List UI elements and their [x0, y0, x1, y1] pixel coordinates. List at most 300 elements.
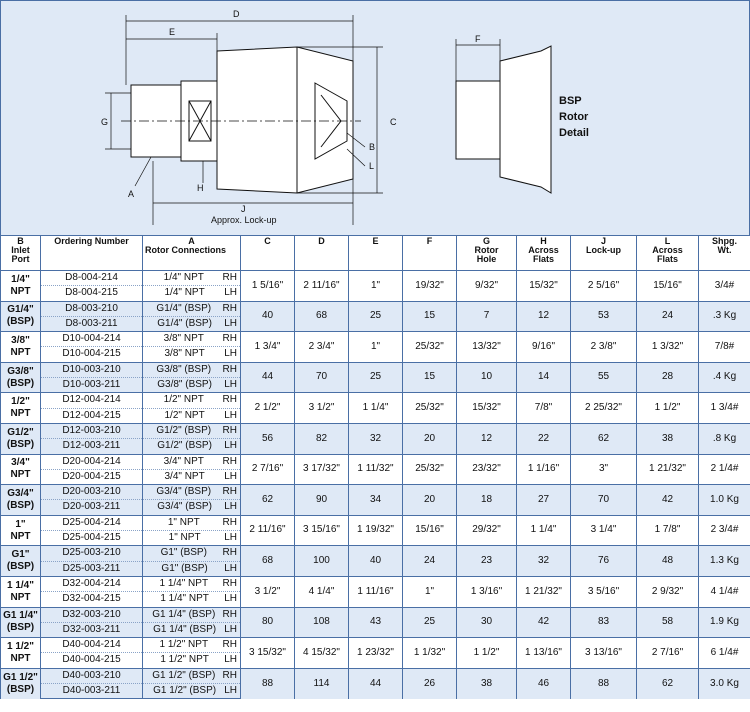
rotor-connection-size: 3/4" NPT — [164, 470, 205, 482]
rotor-connection-size: G1 1/2" (BSP) — [152, 669, 216, 681]
dim-g-label: G — [101, 117, 109, 127]
inlet-port-cell — [1, 546, 41, 577]
dim-wt-cell: 4 1/4# — [699, 576, 750, 607]
dim-l-cell: 42 — [637, 485, 699, 516]
inlet-port-cell — [1, 393, 41, 424]
dim-wt-cell: 2 3/4# — [699, 515, 750, 546]
rotor-hand: RH — [222, 272, 237, 283]
dim-l-cell: 2 9/32" — [637, 576, 699, 607]
dim-j-cell: 3 5/16" — [571, 576, 637, 607]
dim-d-cell: 3 17/32" — [295, 454, 349, 485]
rotor-connection-size: G1/2" (BSP) — [156, 424, 212, 436]
dim-j-cell: 2 5/16" — [571, 271, 637, 302]
inlet-port-line: (BSP) — [6, 499, 35, 511]
column-header-line: Flats — [656, 254, 678, 264]
dim-l-cell: 1 3/32" — [637, 332, 699, 363]
dim-c-cell: 2 11/16" — [241, 515, 295, 546]
rotor-connection-cell — [143, 607, 241, 622]
dim-g-cell: 12 — [457, 423, 517, 454]
rotor-hand: RH — [222, 455, 237, 467]
dim-c-cell: 62 — [241, 485, 295, 516]
inlet-port-cell — [1, 576, 41, 607]
table-row — [1, 454, 750, 469]
dim-d-cell: 90 — [295, 485, 349, 516]
column-header-line: Across — [528, 245, 559, 255]
dim-wt-cell: .4 Kg — [699, 362, 750, 393]
dim-g-cell: 10 — [457, 362, 517, 393]
rotor-hand: LH — [224, 562, 237, 574]
rotor-hand: LH — [224, 409, 237, 421]
ordering-number-cell: D20-004-214 — [41, 454, 143, 469]
ordering-number-cell: D25-003-211 — [41, 561, 143, 576]
dim-f-cell: 20 — [403, 485, 457, 516]
column-header — [295, 236, 349, 271]
rotor-connection-cell — [143, 439, 241, 454]
table-row — [1, 668, 750, 683]
rotor-connection-size: 1/2" NPT — [164, 409, 205, 421]
inlet-port-line: NPT — [10, 285, 31, 297]
inlet-port-cell — [1, 423, 41, 454]
dim-l-cell: 24 — [637, 301, 699, 332]
dim-c-cell: 88 — [241, 668, 295, 699]
dim-f-cell: 25 — [403, 607, 457, 638]
column-header — [699, 236, 750, 271]
inlet-port-cell — [1, 454, 41, 485]
inlet-port-line: 1 1/4" — [7, 579, 34, 591]
ordering-number-cell: D8-004-215 — [41, 286, 143, 301]
column-header-line: D — [318, 236, 325, 246]
dim-e-cell: 1 19/32" — [349, 515, 403, 546]
rotor-connection-cell — [143, 576, 241, 591]
table-row — [1, 515, 750, 530]
inlet-port-cell — [1, 668, 41, 699]
inlet-port-cell — [1, 332, 41, 363]
column-header-line: Ordering Number — [54, 236, 129, 246]
inlet-port-line: (BSP) — [6, 683, 35, 695]
column-header — [143, 236, 241, 271]
ordering-number-cell: D10-003-210 — [41, 362, 143, 377]
ordering-number-cell: D32-004-214 — [41, 576, 143, 591]
column-header-line: Wt. — [717, 245, 732, 255]
column-header-line: C — [264, 236, 271, 246]
inlet-port-line: NPT — [10, 530, 31, 542]
rotor-connection-cell — [143, 638, 241, 653]
body — [217, 47, 353, 193]
rotor-hand: LH — [224, 501, 237, 513]
dim-g-cell: 1 1/2" — [457, 638, 517, 669]
rotor-hand: RH — [222, 333, 237, 345]
dim-l-cell: 48 — [637, 546, 699, 577]
inlet-port-line: (BSP) — [6, 561, 35, 573]
rotor-connection-cell — [143, 347, 241, 362]
dim-wt-cell: 3/4# — [699, 271, 750, 302]
dim-wt-cell: 1.9 Kg — [699, 607, 750, 638]
dim-wt-cell: 1.0 Kg — [699, 485, 750, 516]
rotor-hand: RH — [222, 302, 237, 314]
dim-h-cell: 1 21/32" — [517, 576, 571, 607]
dim-d-cell: 4 1/4" — [295, 576, 349, 607]
column-header-line: G — [482, 236, 490, 246]
rotor-connection-cell — [143, 531, 241, 546]
dim-h-cell: 46 — [517, 668, 571, 699]
bsp-detail-line-3: Detail — [559, 127, 589, 139]
column-header — [241, 236, 295, 271]
inlet-port-line: (BSP) — [6, 438, 35, 450]
rotor-connection-cell — [143, 561, 241, 576]
rotor-connection-size: 1" NPT — [168, 532, 201, 544]
dim-f-cell: 15 — [403, 362, 457, 393]
ordering-number-cell: D12-003-211 — [41, 439, 143, 454]
dim-g-cell: 9/32" — [457, 271, 517, 302]
dim-j-cell: 2 25/32" — [571, 393, 637, 424]
rotor-hand: RH — [222, 669, 237, 681]
dim-d-cell: 2 11/16" — [295, 271, 349, 302]
dim-h-cell: 15/32" — [517, 271, 571, 302]
dim-g-cell: 18 — [457, 485, 517, 516]
table-row — [1, 301, 750, 316]
inlet-port-line: G1/2" — [7, 426, 34, 438]
dim-j-cell: 53 — [571, 301, 637, 332]
rotor-connection-cell — [143, 316, 241, 331]
dim-j-cell: 62 — [571, 423, 637, 454]
dim-h-cell: 9/16" — [517, 332, 571, 363]
rotor-connection-cell — [143, 469, 241, 484]
rotor-connection-cell — [143, 393, 241, 408]
rotor-hand: RH — [222, 394, 237, 406]
dim-l-cell: 1 1/2" — [637, 393, 699, 424]
dim-g-cell: 30 — [457, 607, 517, 638]
rotor-connection-cell — [143, 271, 241, 286]
column-header — [517, 236, 571, 271]
dim-c-cell: 56 — [241, 423, 295, 454]
technical-drawing — [0, 0, 750, 236]
dim-f-cell: 1 1/32" — [403, 638, 457, 669]
dim-c-cell: 1 3/4" — [241, 332, 295, 363]
ordering-number-cell: D25-004-215 — [41, 531, 143, 546]
table-row — [1, 576, 750, 591]
rotor-connection-size: 3/4" NPT — [163, 455, 204, 467]
column-header-line: Lock-up — [586, 245, 621, 255]
ordering-number-cell: D40-004-215 — [41, 653, 143, 668]
inlet-port-line: NPT — [10, 469, 31, 481]
dim-g-cell: 1 3/16" — [457, 576, 517, 607]
dim-e-cell: 43 — [349, 607, 403, 638]
dim-d-label: D — [233, 9, 240, 19]
dim-l-cell: 2 7/16" — [637, 638, 699, 669]
table-body — [1, 271, 750, 699]
inlet-port-line: G1" — [11, 549, 30, 561]
dim-c-cell: 80 — [241, 607, 295, 638]
dim-d-cell: 3 1/2" — [295, 393, 349, 424]
inlet-port-line: NPT — [10, 652, 31, 664]
rotor-connection-cell — [143, 515, 241, 530]
dim-g-cell: 23 — [457, 546, 517, 577]
dim-l-cell: 15/16" — [637, 271, 699, 302]
dim-d-cell: 100 — [295, 546, 349, 577]
rotor-connection-size: 1 1/4" NPT — [160, 593, 209, 605]
dim-wt-cell: .3 Kg — [699, 301, 750, 332]
rotor-connection-cell — [143, 454, 241, 469]
dim-h-cell: 7/8" — [517, 393, 571, 424]
dim-wt-cell: 2 1/4# — [699, 454, 750, 485]
dim-e-label: E — [169, 27, 176, 37]
rotor-hand: RH — [222, 363, 237, 375]
dim-wt-cell: 1 3/4# — [699, 393, 750, 424]
dim-wt-cell: 7/8# — [699, 332, 750, 363]
dim-wt-cell: .8 Kg — [699, 423, 750, 454]
ordering-number-cell: D8-004-214 — [41, 271, 143, 286]
dim-l-cell: 38 — [637, 423, 699, 454]
dim-h-cell: 12 — [517, 301, 571, 332]
dim-f-label: F — [475, 34, 481, 44]
rotor-hand: RH — [222, 547, 237, 559]
rotor-connection-cell — [143, 408, 241, 423]
dim-c-cell: 2 7/16" — [241, 454, 295, 485]
inlet-port-cell — [1, 638, 41, 669]
dim-d-cell: 114 — [295, 668, 349, 699]
bsp-detail-line-2: Rotor — [559, 111, 589, 123]
inlet-port-line: 3/8" — [11, 334, 30, 346]
column-header-line: A — [188, 236, 195, 246]
column-header-line: J — [600, 236, 606, 246]
ordering-number-cell: D10-004-214 — [41, 332, 143, 347]
inlet-port-cell — [1, 301, 41, 332]
dim-d-cell: 2 3/4" — [295, 332, 349, 363]
rotor-hand: LH — [224, 532, 237, 544]
dim-b-label: B — [369, 142, 376, 152]
inlet-port-line: (BSP) — [6, 377, 35, 389]
rotor-connection-cell — [143, 653, 241, 668]
inlet-port-line: NPT — [10, 346, 31, 358]
rotor-connection-size: G1 1/4" (BSP) — [152, 608, 216, 620]
dim-g-cell: 29/32" — [457, 515, 517, 546]
dim-j-cell: 70 — [571, 485, 637, 516]
table-row — [1, 607, 750, 622]
rotor-connection-size: G1/4" (BSP) — [157, 317, 212, 329]
rotor-connection-size: 1/4" NPT — [164, 287, 205, 299]
column-header-line: E — [372, 236, 379, 246]
rotor-hand: LH — [224, 440, 237, 452]
dim-d-cell: 3 15/16" — [295, 515, 349, 546]
table-row — [1, 485, 750, 500]
inlet-port-line: G3/8" — [7, 365, 34, 377]
spec-table — [0, 235, 750, 699]
dim-h-cell: 42 — [517, 607, 571, 638]
dim-e-cell: 44 — [349, 668, 403, 699]
dim-d-cell: 82 — [295, 423, 349, 454]
rotor-hand: LH — [224, 685, 237, 697]
dim-j-cell: 76 — [571, 546, 637, 577]
inlet-port-line: 1" — [15, 518, 26, 530]
fitting-diagram — [1, 1, 749, 235]
ordering-number-cell: D12-003-210 — [41, 423, 143, 438]
ordering-number-cell: D32-003-211 — [41, 622, 143, 637]
inlet-port-cell — [1, 515, 41, 546]
dim-f-cell: 20 — [403, 423, 457, 454]
inlet-port-line: G1 1/4" — [3, 610, 38, 622]
dim-g-cell: 38 — [457, 668, 517, 699]
column-header-line: L — [664, 236, 671, 246]
dim-f-cell: 15 — [403, 301, 457, 332]
rotor-connection-size: 1/2" NPT — [163, 394, 204, 406]
dim-c-cell: 2 1/2" — [241, 393, 295, 424]
column-header — [571, 236, 637, 271]
rotor-hand: LH — [224, 348, 237, 360]
dim-e-cell: 40 — [349, 546, 403, 577]
rotor-connection-size: G1 1/4" (BSP) — [153, 623, 217, 635]
dim-j-cell: 88 — [571, 668, 637, 699]
dim-j-cell: 2 3/8" — [571, 332, 637, 363]
rotor-connection-cell — [143, 423, 241, 438]
ordering-number-cell: D8-003-211 — [41, 316, 143, 331]
dim-h-cell: 14 — [517, 362, 571, 393]
inlet-port-line: (BSP) — [6, 316, 35, 328]
rotor-connection-cell — [143, 362, 241, 377]
column-header-line: Across — [652, 245, 683, 255]
column-header-line: F — [426, 236, 433, 246]
rotor-hand: LH — [224, 654, 237, 666]
table-row — [1, 546, 750, 561]
dim-f-cell: 19/32" — [403, 271, 457, 302]
dim-c-cell: 40 — [241, 301, 295, 332]
dim-f-cell: 24 — [403, 546, 457, 577]
rotor-connection-size: G1" (BSP) — [161, 562, 208, 574]
dim-f-cell: 1" — [403, 576, 457, 607]
dim-c-cell: 1 5/16" — [241, 271, 295, 302]
dim-j-cell: 3" — [571, 454, 637, 485]
dim-j-cell: 3 13/16" — [571, 638, 637, 669]
rotor-connection-size: 1" NPT — [167, 516, 200, 528]
rotor-hand: RH — [222, 639, 237, 651]
ordering-number-cell: D20-003-211 — [41, 500, 143, 515]
inlet-port-line: 1 1/2" — [7, 640, 34, 652]
ordering-number-cell: D12-004-215 — [41, 408, 143, 423]
dim-l-cell: 62 — [637, 668, 699, 699]
rotor-connection-cell — [143, 546, 241, 561]
dim-h-cell: 1 13/16" — [517, 638, 571, 669]
rotor-connection-size: G1/4" (BSP) — [156, 302, 212, 314]
rotor-connection-cell — [143, 378, 241, 393]
rotor-connection-size: G3/8" (BSP) — [156, 363, 212, 375]
rotor-hand: RH — [222, 424, 237, 436]
inlet-port-line: G1 1/2" — [3, 671, 38, 683]
rotor-hand: LH — [224, 623, 237, 635]
dim-l-cell: 28 — [637, 362, 699, 393]
table-row — [1, 271, 750, 286]
inlet-port-line: NPT — [10, 408, 31, 420]
rotor-connection-cell — [143, 592, 241, 607]
inlet-port-cell — [1, 362, 41, 393]
column-header-line: Flats — [532, 254, 554, 264]
rotor-connection-size: 1 1/2" NPT — [160, 654, 209, 666]
rotor-connection-size: G1" (BSP) — [160, 547, 207, 559]
dim-d-cell: 4 15/32" — [295, 638, 349, 669]
ordering-number-cell: D20-003-210 — [41, 485, 143, 500]
inlet-port-line: (BSP) — [6, 622, 35, 634]
inlet-port-line: G3/4" — [7, 487, 34, 499]
rotor-hand: RH — [222, 608, 237, 620]
dim-l-cell: 58 — [637, 607, 699, 638]
dim-g-cell: 7 — [457, 301, 517, 332]
dim-f-cell: 26 — [403, 668, 457, 699]
ordering-number-cell: D32-003-210 — [41, 607, 143, 622]
bsp-rotor-detail-label — [559, 93, 629, 141]
dim-h-cell: 27 — [517, 485, 571, 516]
table-row — [1, 423, 750, 438]
dim-wt-cell: 3.0 Kg — [699, 668, 750, 699]
rotor-hand: LH — [224, 470, 237, 482]
dim-l-label: L — [369, 161, 375, 171]
bsp-detail-line-1: BSP — [559, 95, 582, 107]
dim-h-cell: 32 — [517, 546, 571, 577]
dim-c-cell: 44 — [241, 362, 295, 393]
ordering-number-cell: D8-003-210 — [41, 301, 143, 316]
ordering-number-cell: D10-004-215 — [41, 347, 143, 362]
table-row — [1, 362, 750, 377]
rotor-connection-size: 1/4" NPT — [163, 272, 204, 283]
dim-l-cell: 1 21/32" — [637, 454, 699, 485]
dim-c-cell: 3 1/2" — [241, 576, 295, 607]
rotor-connection-size: 3/8" NPT — [163, 333, 204, 345]
rotor-connection-cell — [143, 622, 241, 637]
table-row — [1, 332, 750, 347]
dim-e-cell: 1" — [349, 271, 403, 302]
rotor-connection-cell — [143, 500, 241, 515]
column-header-line: Inlet — [11, 245, 30, 255]
bsp-rotor-stem — [456, 81, 500, 159]
inlet-port-cell — [1, 485, 41, 516]
dim-f-cell: 25/32" — [403, 454, 457, 485]
column-header-line: H — [540, 236, 547, 246]
dim-e-cell: 34 — [349, 485, 403, 516]
rotor-connection-size: 3/8" NPT — [164, 348, 205, 360]
column-header-line: Hole — [476, 254, 497, 264]
dim-e-cell: 1 23/32" — [349, 638, 403, 669]
dim-g-cell: 23/32" — [457, 454, 517, 485]
inlet-port-cell — [1, 607, 41, 638]
rotor-connection-size: G1 1/2" (BSP) — [153, 685, 217, 697]
dim-j-cell: 3 1/4" — [571, 515, 637, 546]
dim-wt-cell: 1.3 Kg — [699, 546, 750, 577]
rotor-connection-size: 1 1/4" NPT — [159, 577, 209, 589]
column-header — [1, 236, 41, 271]
dim-f-cell: 25/32" — [403, 332, 457, 363]
dim-d-cell: 68 — [295, 301, 349, 332]
rotor-hand: RH — [222, 577, 237, 589]
inlet-port-line: 1/4" — [11, 273, 30, 285]
dim-j-cell: 83 — [571, 607, 637, 638]
rotor-hand: LH — [224, 317, 237, 329]
dim-j-label: J — [241, 204, 246, 214]
rotor-connection-cell — [143, 684, 241, 699]
rotor-connection-size: G3/4" (BSP) — [157, 501, 212, 513]
column-header-line: B — [17, 236, 24, 246]
dim-e-cell: 1" — [349, 332, 403, 363]
dim-e-cell: 1 11/16" — [349, 576, 403, 607]
inlet-port-line: 3/4" — [11, 457, 30, 469]
rotor-connection-size: G3/4" (BSP) — [156, 486, 212, 498]
inlet-port-line: 1/2" — [11, 396, 30, 408]
rotor-hand: LH — [224, 287, 237, 299]
column-header — [457, 236, 517, 271]
dim-h-cell: 22 — [517, 423, 571, 454]
column-header-line: Port — [11, 254, 30, 264]
column-header-line: Rotor Connections — [145, 245, 226, 255]
dim-h-cell: 1 1/4" — [517, 515, 571, 546]
ordering-number-cell: D20-004-215 — [41, 469, 143, 484]
rotor-connection-cell — [143, 301, 241, 316]
column-header — [349, 236, 403, 271]
